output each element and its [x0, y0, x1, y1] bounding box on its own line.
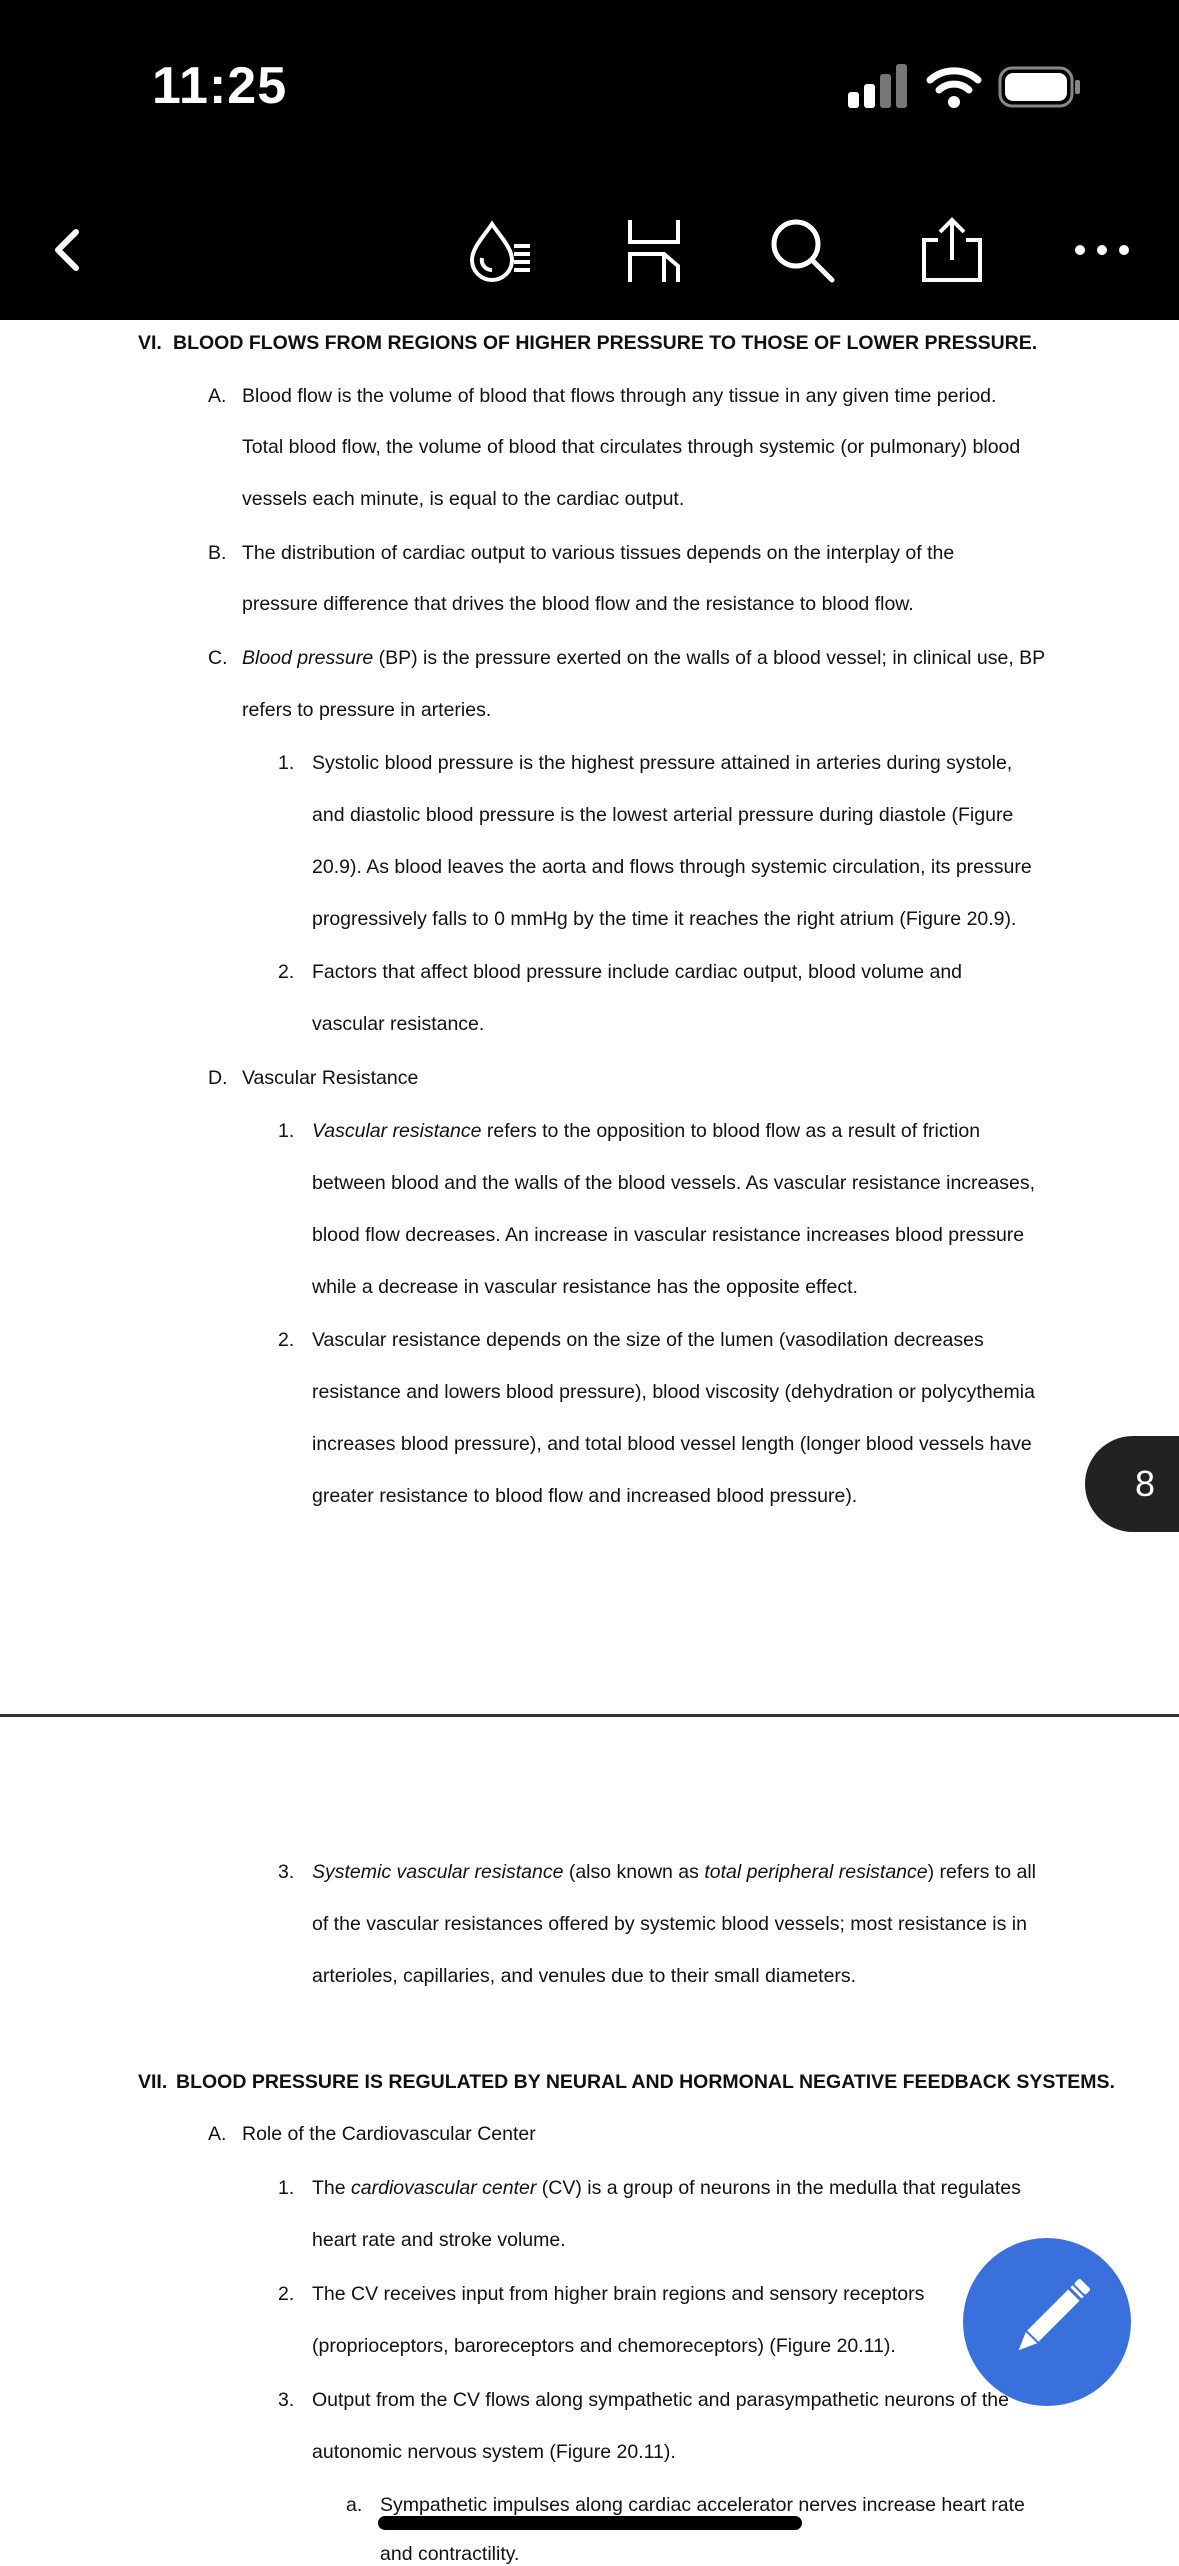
- page-divider: [0, 1714, 1179, 1717]
- paragraph-text: (BP) is the pressure exerted on the walls of a blood vessel; in clinical use, BP: [373, 647, 1046, 669]
- italic-term: Blood pressure: [242, 647, 374, 669]
- list-label: C.: [208, 647, 228, 669]
- paragraph-line: The distribution of cardiac output to various tissues depends on the interplay of the: [242, 542, 955, 564]
- list-number: 2.: [278, 1329, 295, 1351]
- paragraph-line: increases blood pressure), and total blood vessel length (longer blood vessels have: [312, 1433, 1032, 1455]
- paragraph-line: heart rate and stroke volume.: [312, 2229, 566, 2251]
- share-icon[interactable]: [914, 212, 990, 288]
- list-number: 2.: [278, 961, 295, 983]
- list-letter: a.: [346, 2494, 363, 2516]
- paragraph-line: vascular resistance.: [312, 1013, 485, 1035]
- list-label: A.: [208, 385, 227, 407]
- paragraph-line: greater resistance to blood flow and increased blood pressure).: [312, 1485, 858, 1507]
- home-indicator[interactable]: [378, 2516, 802, 2530]
- paragraph-line: and contractility.: [380, 2543, 520, 2565]
- list-number: 2.: [278, 2283, 295, 2305]
- paragraph-line: progressively falls to 0 mmHg by the time it reaches the right atrium (Figure 20.9).: [312, 908, 1017, 930]
- subsection-title: Role of the Cardiovascular Center: [242, 2123, 536, 2145]
- paragraph-line: while a decrease in vascular resistance has the opposite effect.: [312, 1276, 858, 1298]
- paragraph-line: vessels each minute, is equal to the cardiac output.: [242, 488, 685, 510]
- paragraph-line: refers to pressure in arteries.: [242, 699, 492, 721]
- page-number-badge[interactable]: 8: [1085, 1436, 1179, 1532]
- paragraph-text: (also known as: [563, 1861, 705, 1883]
- list-label: A.: [208, 2123, 227, 2145]
- chevron-left-icon[interactable]: [30, 212, 106, 288]
- pencil-icon: [963, 2238, 1131, 2406]
- paragraph-line: Output from the CV flows along sympathetic and parasympathetic neurons of the: [312, 2389, 1009, 2411]
- list-number: 1.: [278, 2177, 295, 2199]
- italic-term: cardiovascular center: [351, 2177, 537, 2199]
- italic-term: total peripheral resistance: [704, 1861, 928, 1883]
- paragraph-line: The CV receives input from higher brain regions and sensory receptors: [312, 2283, 925, 2305]
- paragraph-text: (CV) is a group of neurons in the medulla that regulates: [536, 2177, 1021, 2199]
- italic-term: Vascular resistance: [312, 1120, 482, 1142]
- paragraph-line: 20.9). As blood leaves the aorta and flows through systemic circulation, its pressure: [312, 856, 1032, 878]
- paragraph-line: [312, 2176, 1021, 2200]
- list-number: 3.: [278, 1861, 295, 1883]
- section-numeral: VI.: [138, 332, 162, 354]
- paragraph-line: [242, 646, 1045, 670]
- list-label: D.: [208, 1067, 228, 1089]
- more-icon[interactable]: [1064, 212, 1140, 288]
- reader-toolbar: [0, 190, 1179, 320]
- status-time: 11:25: [152, 57, 288, 115]
- section-heading: BLOOD PRESSURE IS REGULATED BY NEURAL AND HORMONAL NEGATIVE FEEDBACK SYSTEMS.: [176, 2071, 1115, 2093]
- paragraph-line: pressure difference that drives the blood flow and the resistance to blood flow.: [242, 593, 914, 615]
- edit-button[interactable]: [963, 2238, 1131, 2406]
- paragraph-line: Vascular resistance depends on the size of the lumen (vasodilation decreases: [312, 1329, 984, 1351]
- search-icon[interactable]: [764, 212, 840, 288]
- list-number: 1.: [278, 752, 295, 774]
- paragraph-line: between blood and the walls of the blood vessels. As vascular resistance increases,: [312, 1172, 1035, 1194]
- paragraph-line: Blood flow is the volume of blood that flows through any tissue in any given time period.: [242, 385, 997, 407]
- paragraph-line: (proprioceptors, baroreceptors and chemoreceptors) (Figure 20.11).: [312, 2335, 896, 2357]
- section-heading: BLOOD FLOWS FROM REGIONS OF HIGHER PRESSURE TO THOSE OF LOWER PRESSURE.: [173, 332, 1038, 354]
- paragraph-line: Factors that affect blood pressure include cardiac output, blood volume and: [312, 961, 963, 983]
- list-number: 1.: [278, 1120, 295, 1142]
- subsection-title: Vascular Resistance: [242, 1067, 419, 1089]
- paragraph-line: [312, 1860, 1036, 1884]
- paragraph-text: ) refers to all: [927, 1861, 1036, 1883]
- paragraph-line: [312, 1119, 980, 1143]
- page-layout-icon[interactable]: [616, 212, 692, 288]
- list-label: B.: [208, 542, 227, 564]
- list-number: 3.: [278, 2389, 295, 2411]
- paragraph-line: arterioles, capillaries, and venules due to their small diameters.: [312, 1965, 857, 1987]
- paragraph-line: resistance and lowers blood pressure), blood viscosity (dehydration or polycythemia: [312, 1381, 1035, 1403]
- italic-term: Systemic vascular resistance: [312, 1861, 564, 1883]
- paragraph-text: refers to the opposition to blood flow as a result of friction: [481, 1120, 981, 1142]
- paragraph-line: Total blood flow, the volume of blood that circulates through systemic (or pulmonary) blood: [242, 436, 1021, 458]
- paragraph-line: and diastolic blood pressure is the lowest arterial pressure during diastole (Figure: [312, 804, 1014, 826]
- paragraph-line: autonomic nervous system (Figure 20.11).: [312, 2441, 676, 2463]
- section-numeral: VII.: [138, 2071, 168, 2093]
- battery-icon: [998, 66, 1082, 108]
- paragraph-text: The: [312, 2177, 352, 2199]
- paragraph-line: Sympathetic impulses along cardiac accelerator nerves increase heart rate: [380, 2494, 1025, 2516]
- paragraph-line: blood flow decreases. An increase in vascular resistance increases blood pressure: [312, 1224, 1025, 1246]
- cellular-signal-icon: [848, 64, 908, 108]
- ink-drop-list-icon[interactable]: [462, 212, 538, 288]
- wifi-icon: [926, 64, 982, 108]
- paragraph-line: Systolic blood pressure is the highest pressure attained in arteries during systole,: [312, 752, 1013, 774]
- paragraph-line: of the vascular resistances offered by systemic blood vessels; most resistance is in: [312, 1913, 1027, 1935]
